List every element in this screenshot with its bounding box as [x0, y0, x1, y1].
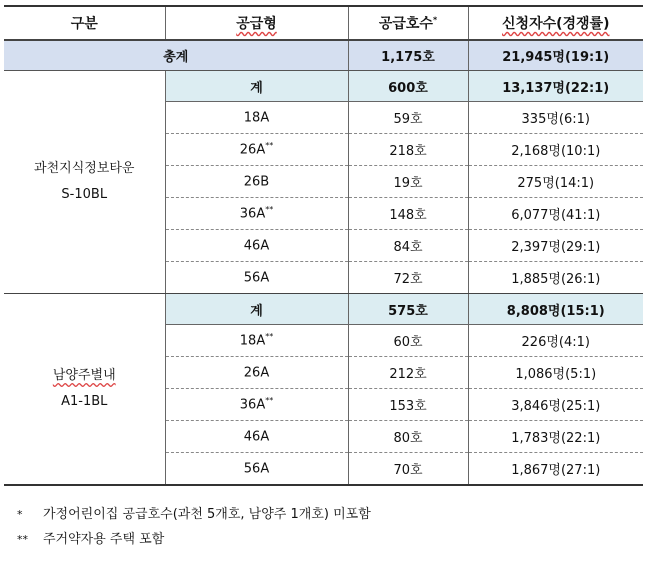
- header-supply-type: 공급형: [165, 6, 348, 40]
- units-cell: 80호: [348, 421, 468, 453]
- units-cell: 19호: [348, 166, 468, 198]
- subtotal-applicants: 13,137명(22:1): [468, 71, 643, 102]
- units-cell: 212호: [348, 357, 468, 389]
- applicants-cell: 3,846명(25:1): [468, 389, 643, 421]
- table-header-row: [4, 6, 643, 40]
- header-supply-units: 공급호수*: [348, 6, 468, 40]
- units-cell: 153호: [348, 389, 468, 421]
- units-cell: 148호: [348, 198, 468, 230]
- group2-subtotal-row: [4, 294, 643, 325]
- applicants-cell: 226명(4:1): [468, 325, 643, 357]
- supply-type-cell: 18A: [165, 102, 348, 134]
- units-cell: 72호: [348, 262, 468, 294]
- applicants-cell: 1,867명(27:1): [468, 453, 643, 486]
- supply-type-cell: 18A**: [165, 325, 348, 357]
- units-cell: 70호: [348, 453, 468, 486]
- applicants-cell: 1,086명(5:1): [468, 357, 643, 389]
- applicants-cell: 1,783명(22:1): [468, 421, 643, 453]
- units-cell: 60호: [348, 325, 468, 357]
- supply-type-cell: 46A: [165, 230, 348, 262]
- group1-name: 과천지식정보타운 S-10BL: [4, 71, 165, 294]
- applicants-cell: 275명(14:1): [468, 166, 643, 198]
- applicants-cell: 2,397명(29:1): [468, 230, 643, 262]
- units-cell: 218호: [348, 134, 468, 166]
- grand-total-applicants: 21,945명(19:1): [468, 40, 643, 71]
- subtotal-type: 계: [165, 71, 348, 102]
- supply-results-table: [4, 5, 643, 486]
- supply-type-cell: 36A**: [165, 389, 348, 421]
- supply-type-cell: 56A: [165, 262, 348, 294]
- group2-name: 남양주별내 A1-1BL: [4, 294, 165, 486]
- grand-total-label: 총계: [4, 40, 348, 71]
- footnote-2: ** 주거약자용 주택 포함: [17, 532, 165, 547]
- supply-type-cell: 26B: [165, 166, 348, 198]
- header-applicants: 신청자수(경쟁률): [468, 6, 643, 40]
- units-cell: 59호: [348, 102, 468, 134]
- subtotal-type: 계: [165, 294, 348, 325]
- units-cell: 84호: [348, 230, 468, 262]
- applicants-cell: 2,168명(10:1): [468, 134, 643, 166]
- supply-type-cell: 36A**: [165, 198, 348, 230]
- subtotal-units: 600호: [348, 71, 468, 102]
- header-category: 구분: [4, 6, 165, 40]
- grand-total-units: 1,175호: [348, 40, 468, 71]
- supply-type-cell: 56A: [165, 453, 348, 486]
- grand-total-row: [4, 40, 643, 71]
- supply-type-cell: 26A**: [165, 134, 348, 166]
- footnotes: [17, 502, 371, 552]
- supply-type-cell: 26A: [165, 357, 348, 389]
- applicants-cell: 6,077명(41:1): [468, 198, 643, 230]
- supply-type-cell: 46A: [165, 421, 348, 453]
- subtotal-applicants: 8,808명(15:1): [468, 294, 643, 325]
- group1-subtotal-row: [4, 71, 643, 102]
- subtotal-units: 575호: [348, 294, 468, 325]
- applicants-cell: 1,885명(26:1): [468, 262, 643, 294]
- applicants-cell: 335명(6:1): [468, 102, 643, 134]
- footnote-1: * 가정어린이집 공급호수(과천 5개호, 남양주 1개호) 미포함: [17, 507, 371, 522]
